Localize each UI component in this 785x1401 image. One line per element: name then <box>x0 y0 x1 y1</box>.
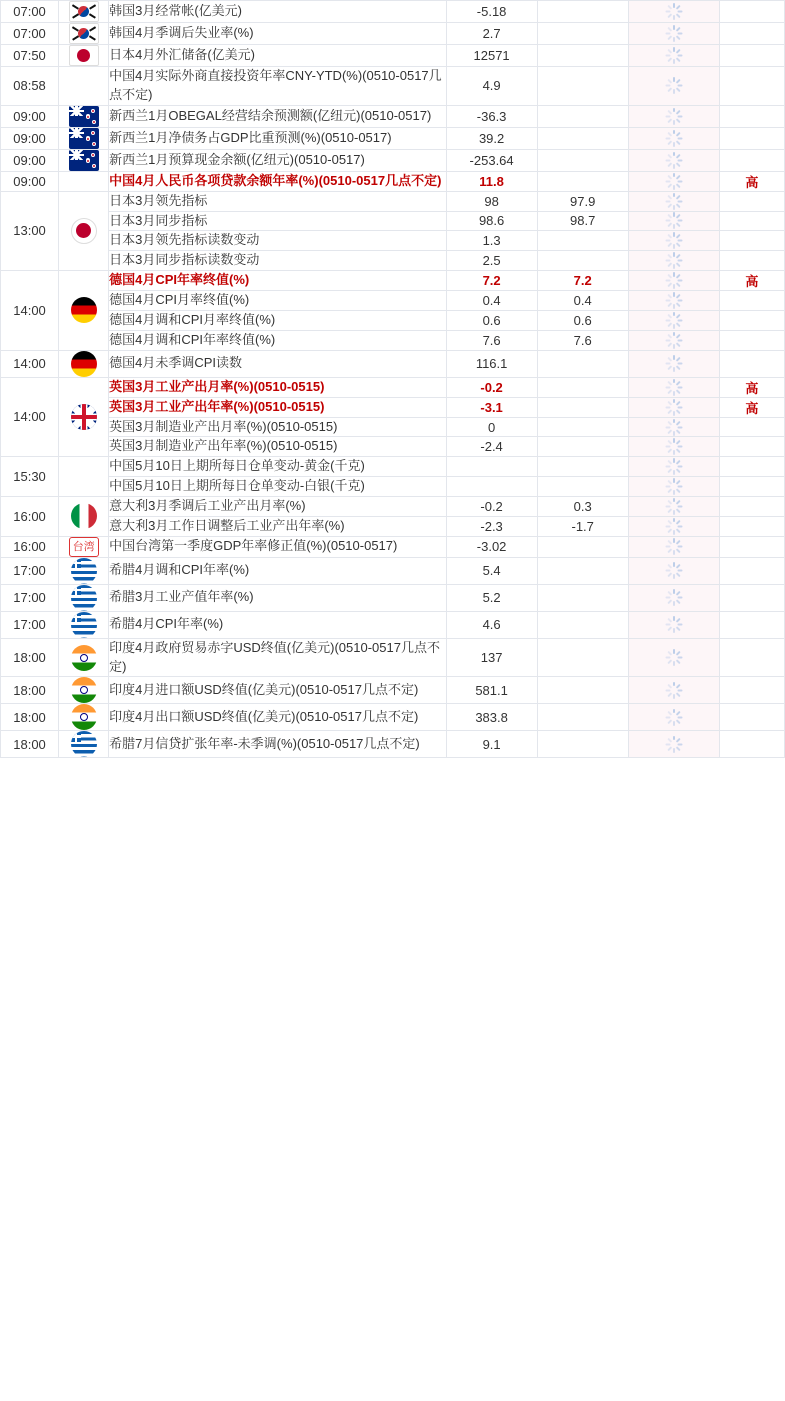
forecast-value: 98.7 <box>537 211 628 231</box>
table-row[interactable] <box>1 536 785 557</box>
actual-value <box>446 477 537 497</box>
table-row[interactable] <box>1 67 785 106</box>
table-row[interactable] <box>1 397 785 417</box>
table-row[interactable] <box>1 377 785 397</box>
country-flag-cell <box>59 377 109 457</box>
chart-cell[interactable] <box>628 496 719 516</box>
importance-badge: 高 <box>719 271 784 291</box>
chart-cell[interactable] <box>628 1 719 23</box>
table-row[interactable] <box>1 271 785 291</box>
importance-badge <box>719 731 784 758</box>
importance-badge <box>719 437 784 457</box>
chart-loading-icon <box>665 589 682 606</box>
importance-badge <box>719 291 784 311</box>
actual-value: 4.6 <box>446 611 537 638</box>
importance-badge <box>719 149 784 171</box>
event-time: 13:00 <box>1 191 59 270</box>
event-name[interactable]: 希腊4月调和CPI年率(%) <box>109 557 446 584</box>
forecast-value <box>537 171 628 191</box>
importance-badge <box>719 127 784 149</box>
event-name[interactable]: 德国4月调和CPI年率终值(%) <box>109 330 446 350</box>
chart-cell[interactable] <box>628 611 719 638</box>
table-row[interactable] <box>1 417 785 437</box>
flag-germany <box>71 297 97 323</box>
event-name[interactable]: 新西兰1月OBEGAL经营结余预测额(亿纽元)(0510-0517) <box>109 105 446 127</box>
event-name[interactable]: 中国台湾第一季度GDP年率修正值(%)(0510-0517) <box>109 536 446 557</box>
table-row[interactable] <box>1 127 785 149</box>
table-row[interactable] <box>1 291 785 311</box>
flag-india <box>71 645 97 671</box>
event-time: 08:58 <box>1 67 59 106</box>
forecast-value <box>537 23 628 45</box>
country-flag-cell <box>59 67 109 106</box>
importance-badge <box>719 611 784 638</box>
actual-value: 7.6 <box>446 330 537 350</box>
forecast-value: 0.6 <box>537 310 628 330</box>
flag-new-zealand <box>69 106 99 127</box>
chart-cell[interactable] <box>628 557 719 584</box>
event-name[interactable]: 韩国4月季调后失业率(%) <box>109 23 446 45</box>
event-time: 18:00 <box>1 704 59 731</box>
chart-loading-icon <box>665 193 682 210</box>
event-name[interactable]: 中国5月10日上期所每日仓单变动-黄金(千克) <box>109 457 446 477</box>
chart-loading-icon <box>665 736 682 753</box>
importance-badge <box>719 557 784 584</box>
forecast-value <box>537 477 628 497</box>
flag-germany <box>71 351 97 377</box>
forecast-value <box>537 127 628 149</box>
country-flag-cell <box>59 45 109 67</box>
event-name[interactable]: 中国4月实际外商直接投资年率CNY-YTD(%)(0510-0517几点不定) <box>109 67 446 106</box>
chart-cell[interactable] <box>628 397 719 417</box>
importance-badge <box>719 330 784 350</box>
forecast-value <box>537 536 628 557</box>
chart-cell[interactable] <box>628 350 719 377</box>
actual-value: 4.9 <box>446 67 537 106</box>
event-time: 17:00 <box>1 584 59 611</box>
table-row[interactable] <box>1 477 785 497</box>
event-name[interactable]: 德国4月CPI年率终值(%) <box>109 271 446 291</box>
importance-badge <box>719 477 784 497</box>
importance-badge <box>719 457 784 477</box>
table-row[interactable] <box>1 171 785 191</box>
chart-loading-icon <box>665 292 682 309</box>
importance-badge <box>719 211 784 231</box>
actual-value: 11.8 <box>446 171 537 191</box>
chart-loading-icon <box>665 538 682 555</box>
table-row[interactable] <box>1 677 785 704</box>
table-row[interactable] <box>1 251 785 271</box>
event-time: 17:00 <box>1 557 59 584</box>
actual-value: -36.3 <box>446 105 537 127</box>
event-name[interactable]: 意大利3月工作日调整后工业产出年率(%) <box>109 516 446 536</box>
event-name[interactable]: 德国4月调和CPI月率终值(%) <box>109 310 446 330</box>
flag-new-zealand <box>69 150 99 171</box>
country-flag-cell <box>59 731 109 758</box>
country-flag-cell <box>59 271 109 351</box>
chart-cell[interactable] <box>628 704 719 731</box>
table-row[interactable] <box>1 496 785 516</box>
actual-value: -253.64 <box>446 149 537 171</box>
event-time: 14:00 <box>1 271 59 351</box>
chart-loading-icon <box>665 379 682 396</box>
table-row[interactable] <box>1 457 785 477</box>
forecast-value <box>537 67 628 106</box>
forecast-value: 0.3 <box>537 496 628 516</box>
chart-cell[interactable] <box>628 105 719 127</box>
chart-cell[interactable] <box>628 45 719 67</box>
table-row[interactable] <box>1 310 785 330</box>
importance-badge: 高 <box>719 397 784 417</box>
event-name[interactable]: 希腊7月信贷扩张年率-未季调(%)(0510-0517几点不定) <box>109 731 446 758</box>
chart-loading-icon <box>665 3 682 20</box>
event-name[interactable]: 英国3月制造业产出年率(%)(0510-0515) <box>109 437 446 457</box>
chart-loading-icon <box>665 212 682 229</box>
flag-united-kingdom <box>71 404 97 430</box>
chart-loading-icon <box>665 252 682 269</box>
chart-loading-icon <box>665 25 682 42</box>
forecast-value: 97.9 <box>537 191 628 211</box>
flag-new-zealand <box>69 128 99 149</box>
actual-value: 98 <box>446 191 537 211</box>
importance-badge <box>719 536 784 557</box>
chart-cell[interactable] <box>628 271 719 291</box>
actual-value: 98.6 <box>446 211 537 231</box>
importance-badge <box>719 67 784 106</box>
chart-cell[interactable] <box>628 457 719 477</box>
chart-cell[interactable] <box>628 536 719 557</box>
flag-japan <box>69 45 99 66</box>
chart-loading-icon <box>665 77 682 94</box>
event-time: 18:00 <box>1 677 59 704</box>
flag-greece <box>71 612 97 638</box>
event-time: 09:00 <box>1 149 59 171</box>
chart-cell[interactable] <box>628 516 719 536</box>
chart-cell[interactable] <box>628 291 719 311</box>
importance-badge: 高 <box>719 377 784 397</box>
flag-greece <box>71 558 97 584</box>
chart-loading-icon <box>665 682 682 699</box>
country-flag-cell <box>59 496 109 536</box>
chart-loading-icon <box>665 498 682 515</box>
event-time: 16:00 <box>1 496 59 536</box>
actual-value: 1.3 <box>446 231 537 251</box>
importance-badge <box>719 677 784 704</box>
chart-cell[interactable] <box>628 149 719 171</box>
actual-value: 5.2 <box>446 584 537 611</box>
country-flag-cell <box>59 23 109 45</box>
table-row[interactable] <box>1 731 785 758</box>
importance-badge <box>719 105 784 127</box>
chart-cell[interactable] <box>628 171 719 191</box>
actual-value: -5.18 <box>446 1 537 23</box>
importance-badge <box>719 251 784 271</box>
actual-value: -0.2 <box>446 496 537 516</box>
event-name[interactable]: 希腊4月CPI年率(%) <box>109 611 446 638</box>
chart-cell[interactable] <box>628 23 719 45</box>
importance-badge <box>719 496 784 516</box>
chart-loading-icon <box>665 562 682 579</box>
table-row[interactable] <box>1 1 785 23</box>
table-row[interactable] <box>1 23 785 45</box>
actual-value: -3.02 <box>446 536 537 557</box>
chart-loading-icon <box>665 272 682 289</box>
importance-badge <box>719 638 784 677</box>
event-time: 09:00 <box>1 127 59 149</box>
event-name[interactable]: 意大利3月季调后工业产出月率(%) <box>109 496 446 516</box>
table-row[interactable] <box>1 211 785 231</box>
country-flag-cell <box>59 105 109 127</box>
chart-loading-icon <box>665 152 682 169</box>
table-row[interactable] <box>1 638 785 677</box>
forecast-value <box>537 350 628 377</box>
country-flag-cell <box>59 638 109 677</box>
flag-south-korea <box>69 23 99 44</box>
event-name[interactable]: 印度4月进口额USD终值(亿美元)(0510-0517几点不定) <box>109 677 446 704</box>
actual-value: 0 <box>446 417 537 437</box>
chart-cell[interactable] <box>628 67 719 106</box>
chart-loading-icon <box>665 399 682 416</box>
actual-value: 383.8 <box>446 704 537 731</box>
table-row[interactable] <box>1 330 785 350</box>
chart-loading-icon <box>665 649 682 666</box>
forecast-value <box>537 677 628 704</box>
event-name[interactable]: 希腊3月工业产值年率(%) <box>109 584 446 611</box>
event-name[interactable]: 德国4月未季调CPI读数 <box>109 350 446 377</box>
chart-loading-icon <box>665 419 682 436</box>
importance-badge <box>719 584 784 611</box>
table-row[interactable] <box>1 45 785 67</box>
chart-cell[interactable] <box>628 191 719 211</box>
table-row[interactable] <box>1 350 785 377</box>
actual-value: 9.1 <box>446 731 537 758</box>
actual-value: 581.1 <box>446 677 537 704</box>
importance-badge <box>719 704 784 731</box>
forecast-value <box>537 611 628 638</box>
forecast-value <box>537 731 628 758</box>
event-time: 18:00 <box>1 731 59 758</box>
chart-cell[interactable] <box>628 310 719 330</box>
forecast-value <box>537 377 628 397</box>
importance-badge <box>719 350 784 377</box>
flag-japan <box>71 218 97 244</box>
event-name[interactable]: 印度4月出口额USD终值(亿美元)(0510-0517几点不定) <box>109 704 446 731</box>
chart-loading-icon <box>665 458 682 475</box>
chart-loading-icon <box>665 173 682 190</box>
event-name[interactable]: 英国3月工业产出年率(%)(0510-0515) <box>109 397 446 417</box>
importance-badge <box>719 191 784 211</box>
event-name[interactable]: 英国3月制造业产出月率(%)(0510-0515) <box>109 417 446 437</box>
forecast-value <box>537 557 628 584</box>
country-flag-cell <box>59 1 109 23</box>
event-name[interactable]: 德国4月CPI月率终值(%) <box>109 291 446 311</box>
country-flag-cell <box>59 350 109 377</box>
forecast-value <box>537 397 628 417</box>
actual-value: 0.6 <box>446 310 537 330</box>
event-name[interactable]: 日本4月外汇储备(亿美元) <box>109 45 446 67</box>
chart-cell[interactable] <box>628 417 719 437</box>
chart-cell[interactable] <box>628 377 719 397</box>
importance-badge <box>719 417 784 437</box>
actual-value: -2.4 <box>446 437 537 457</box>
chart-loading-icon <box>665 709 682 726</box>
importance-badge <box>719 231 784 251</box>
event-time: 09:00 <box>1 105 59 127</box>
forecast-value: 7.2 <box>537 271 628 291</box>
actual-value: 39.2 <box>446 127 537 149</box>
event-name[interactable]: 英国3月工业产出月率(%)(0510-0515) <box>109 377 446 397</box>
flag-italy <box>71 503 97 529</box>
event-name[interactable]: 日本3月同步指标读数变动 <box>109 251 446 271</box>
chart-cell[interactable] <box>628 231 719 251</box>
table-row[interactable] <box>1 704 785 731</box>
chart-loading-icon <box>665 47 682 64</box>
table-row[interactable] <box>1 105 785 127</box>
table-row[interactable] <box>1 584 785 611</box>
chart-cell[interactable] <box>628 437 719 457</box>
event-time: 14:00 <box>1 377 59 457</box>
chart-cell[interactable] <box>628 127 719 149</box>
event-time: 17:00 <box>1 611 59 638</box>
forecast-value <box>537 417 628 437</box>
event-time: 07:50 <box>1 45 59 67</box>
country-flag-cell <box>59 677 109 704</box>
table-row[interactable] <box>1 437 785 457</box>
forecast-value <box>537 251 628 271</box>
actual-value: -2.3 <box>446 516 537 536</box>
chart-loading-icon <box>665 130 682 147</box>
forecast-value <box>537 638 628 677</box>
event-name[interactable]: 日本3月同步指标 <box>109 211 446 231</box>
event-time: 16:00 <box>1 536 59 557</box>
chart-loading-icon <box>665 518 682 535</box>
table-row[interactable] <box>1 557 785 584</box>
event-name[interactable]: 中国5月10日上期所每日仓单变动-白银(千克) <box>109 477 446 497</box>
chart-cell[interactable] <box>628 330 719 350</box>
chart-cell[interactable] <box>628 731 719 758</box>
forecast-value: -1.7 <box>537 516 628 536</box>
chart-cell[interactable] <box>628 477 719 497</box>
actual-value: 137 <box>446 638 537 677</box>
forecast-value <box>537 1 628 23</box>
forecast-value: 0.4 <box>537 291 628 311</box>
importance-badge <box>719 45 784 67</box>
event-time: 07:00 <box>1 23 59 45</box>
chart-loading-icon <box>665 312 682 329</box>
event-name[interactable]: 新西兰1月预算现金余额(亿纽元)(0510-0517) <box>109 149 446 171</box>
forecast-value <box>537 45 628 67</box>
table-row[interactable] <box>1 231 785 251</box>
event-time: 09:00 <box>1 171 59 191</box>
country-flag-cell <box>59 557 109 584</box>
chart-loading-icon <box>665 478 682 495</box>
forecast-value: 7.6 <box>537 330 628 350</box>
chart-loading-icon <box>665 232 682 249</box>
importance-badge: 高 <box>719 171 784 191</box>
importance-badge <box>719 23 784 45</box>
country-flag-cell <box>59 536 109 557</box>
chart-cell[interactable] <box>628 584 719 611</box>
actual-value <box>446 457 537 477</box>
forecast-value <box>537 457 628 477</box>
country-flag-cell <box>59 127 109 149</box>
chart-cell[interactable] <box>628 677 719 704</box>
flag-india <box>71 677 97 703</box>
actual-value: 7.2 <box>446 271 537 291</box>
actual-value: 2.7 <box>446 23 537 45</box>
flag-greece <box>71 731 97 757</box>
actual-value: -0.2 <box>446 377 537 397</box>
importance-badge <box>719 310 784 330</box>
event-name[interactable]: 韩国3月经常帐(亿美元) <box>109 1 446 23</box>
actual-value: 2.5 <box>446 251 537 271</box>
table-row[interactable] <box>1 516 785 536</box>
chart-loading-icon <box>665 438 682 455</box>
forecast-value <box>537 149 628 171</box>
table-row[interactable] <box>1 191 785 211</box>
country-flag-cell <box>59 457 109 497</box>
forecast-value <box>537 704 628 731</box>
event-name[interactable]: 中国4月人民币各项贷款余额年率(%)(0510-0517几点不定) <box>109 171 446 191</box>
event-time: 18:00 <box>1 638 59 677</box>
country-flag-cell <box>59 611 109 638</box>
forecast-value <box>537 105 628 127</box>
importance-badge <box>719 516 784 536</box>
table-row[interactable] <box>1 611 785 638</box>
flag-greece <box>71 585 97 611</box>
chart-cell[interactable] <box>628 638 719 677</box>
importance-badge <box>719 1 784 23</box>
event-name[interactable]: 印度4月政府贸易赤字USD终值(亿美元)(0510-0517几点不定) <box>109 638 446 677</box>
flag-india <box>71 704 97 730</box>
chart-loading-icon <box>665 108 682 125</box>
event-name[interactable]: 新西兰1月净债务占GDP比重预测(%)(0510-0517) <box>109 127 446 149</box>
actual-value: 12571 <box>446 45 537 67</box>
actual-value: 0.4 <box>446 291 537 311</box>
chart-loading-icon <box>665 332 682 349</box>
country-flag-cell <box>59 584 109 611</box>
actual-value: 116.1 <box>446 350 537 377</box>
chart-cell[interactable] <box>628 251 719 271</box>
forecast-value <box>537 584 628 611</box>
flag-taiwan: 台湾 <box>69 537 99 557</box>
actual-value: 5.4 <box>446 557 537 584</box>
event-time: 14:00 <box>1 350 59 377</box>
event-time: 07:00 <box>1 1 59 23</box>
flag-south-korea <box>69 1 99 22</box>
forecast-value <box>537 231 628 251</box>
country-flag-cell <box>59 191 109 270</box>
country-flag-cell <box>59 149 109 171</box>
country-flag-cell <box>59 704 109 731</box>
event-name[interactable]: 日本3月领先指标 <box>109 191 446 211</box>
event-time: 15:30 <box>1 457 59 497</box>
forecast-value <box>537 437 628 457</box>
table-row[interactable] <box>1 149 785 171</box>
chart-cell[interactable] <box>628 211 719 231</box>
chart-loading-icon <box>665 355 682 372</box>
country-flag-cell <box>59 171 109 191</box>
chart-loading-icon <box>665 616 682 633</box>
event-name[interactable]: 日本3月领先指标读数变动 <box>109 231 446 251</box>
actual-value: -3.1 <box>446 397 537 417</box>
